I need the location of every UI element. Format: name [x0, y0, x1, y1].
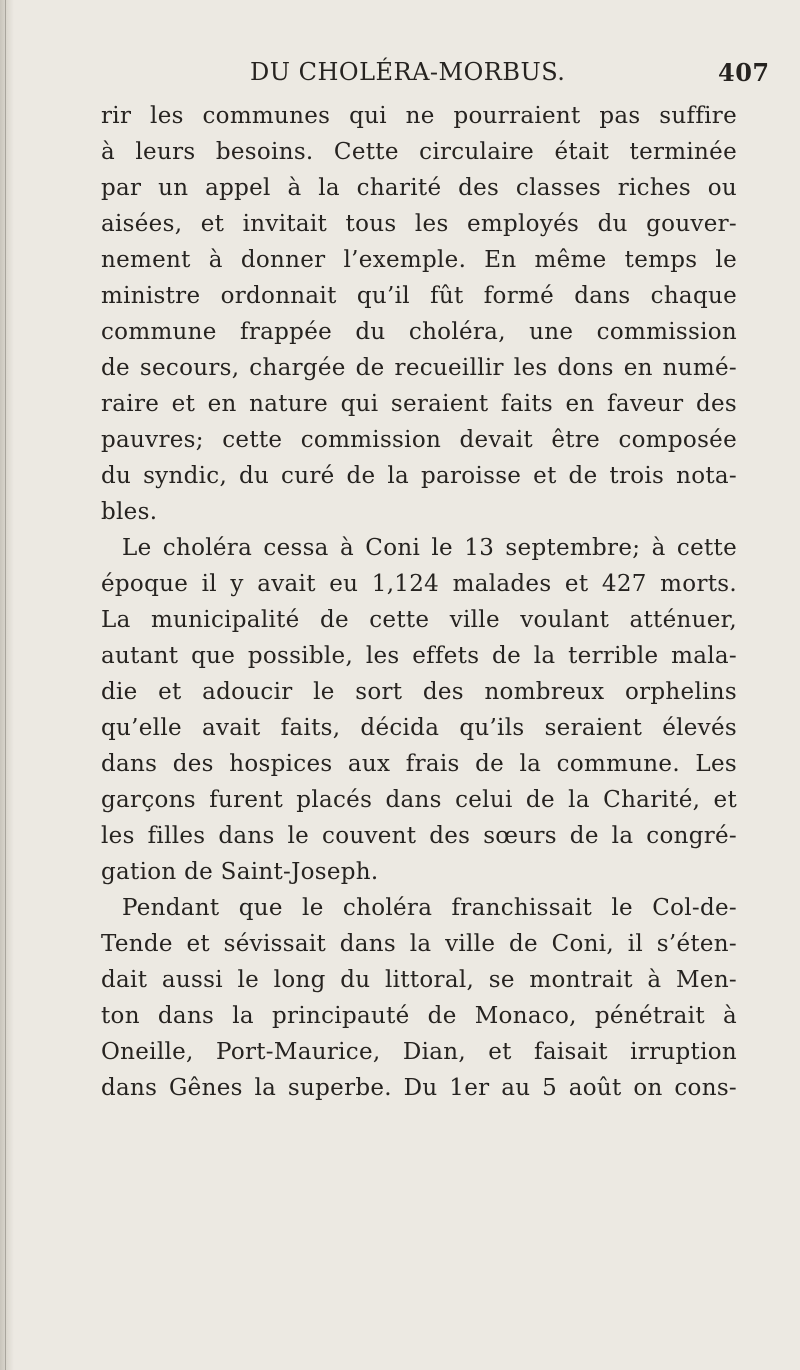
text-line: ton dans la principauté de Monaco, pénétrait à: [101, 1003, 737, 1029]
text-line: pauvres; cette commission devait être composée: [101, 427, 737, 453]
page-gutter-line: [5, 0, 6, 1370]
text-line: du syndic, du curé de la paroisse et de trois nota-: [101, 463, 737, 489]
text-line: Oneille, Port-Maurice, Dian, et faisait irruption: [101, 1039, 737, 1065]
text-line: garçons furent placés dans celui de la Charité, et: [101, 787, 737, 813]
text-line: Tende et sévissait dans la ville de Coni, il s’éten-: [101, 931, 737, 957]
text-line: dait aussi le long du littoral, se montrait à Men-: [101, 967, 737, 993]
text-line: Pendant que le choléra franchissait le Col-de-: [122, 895, 737, 921]
text-line: de secours, chargée de recueillir les dons en numé-: [101, 355, 737, 381]
text-line: autant que possible, les effets de la terrible mala-: [101, 643, 737, 669]
text-line: par un appel à la charité des classes riches ou: [101, 175, 737, 201]
text-line: gation de Saint-Joseph.: [101, 859, 379, 885]
page-number: 407: [718, 58, 770, 87]
text-line: dans des hospices aux frais de la commune. Les: [101, 751, 737, 777]
text-line: die et adoucir le sort des nombreux orphelins: [101, 679, 737, 705]
text-line: ministre ordonnait qu’il fût formé dans chaque: [101, 283, 737, 309]
text-line: La municipalité de cette ville voulant atténuer,: [101, 607, 737, 633]
running-title: DU CHOLÉRA-MORBUS.: [250, 58, 566, 86]
text-line: époque il y avait eu 1,124 malades et 427 morts.: [101, 571, 737, 597]
text-line: les filles dans le couvent des sœurs de la congré-: [101, 823, 737, 849]
body-text: [101, 98, 737, 1106]
text-line: raire et en nature qui seraient faits en faveur des: [101, 391, 737, 417]
text-line: à leurs besoins. Cette circulaire était terminée: [101, 139, 737, 165]
page-header: [0, 46, 800, 86]
page-edge-shadow: [0, 0, 14, 1370]
text-line: nement à donner l’exemple. En même temps le: [101, 247, 737, 273]
text-line: dans Gênes la superbe. Du 1er au 5 août on cons-: [101, 1075, 737, 1101]
text-line: aisées, et invitait tous les employés du gouver-: [101, 211, 737, 237]
text-line: qu’elle avait faits, décida qu’ils seraient élevés: [101, 715, 737, 741]
text-line: rir les communes qui ne pourraient pas suffire: [101, 103, 737, 129]
text-line: Le choléra cessa à Coni le 13 septembre; à cette: [122, 535, 737, 561]
text-line: bles.: [101, 499, 158, 525]
text-line: commune frappée du choléra, une commission: [101, 319, 737, 345]
